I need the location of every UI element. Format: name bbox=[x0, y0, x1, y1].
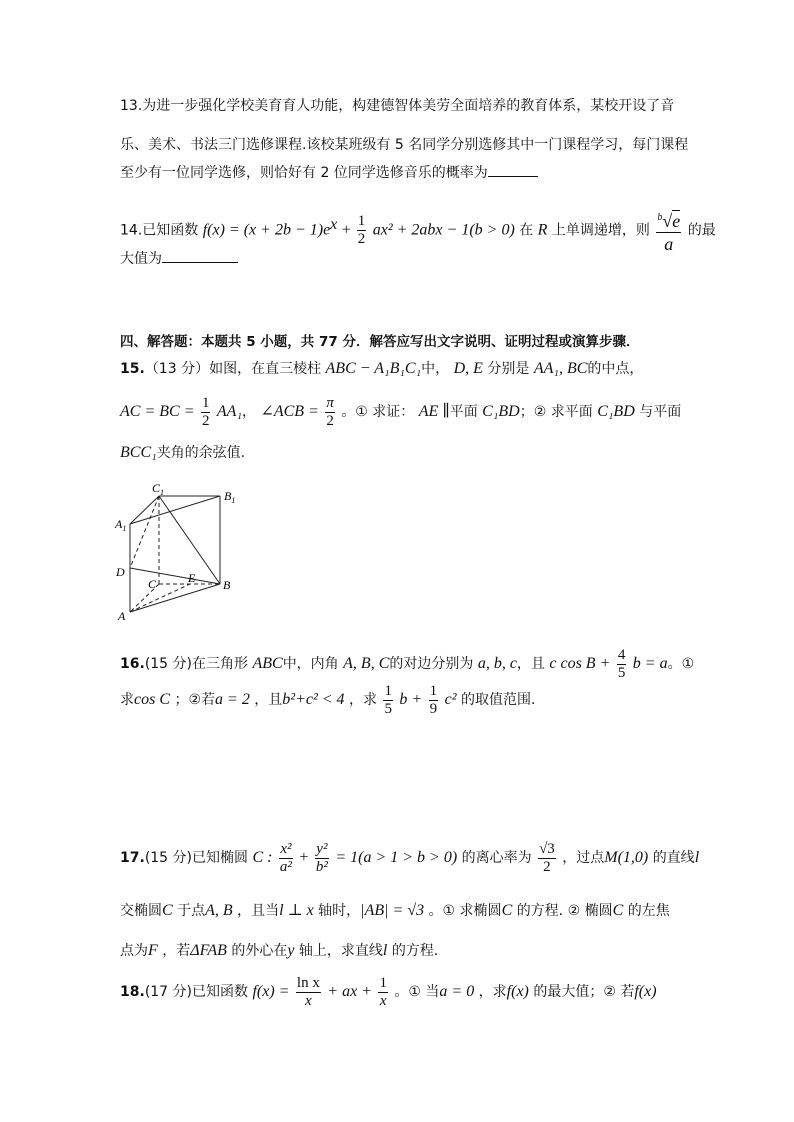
q13-line-1: 13.为进一步强化学校美育育人功能，构建德智体美劳全面培养的教育体系，某校开设了音 bbox=[120, 98, 675, 114]
q16-line-2: 求cos C ；②若a = 2 ，且b²+c² < 4 ，求 $\frac{1}{5}$ b + $\frac{1}{9}$ c² 的取值范围. bbox=[120, 682, 536, 717]
q13-line-3: 至少有一位同学选修，则恰好有 2 位同学选修音乐的概率为 bbox=[120, 162, 538, 182]
root-fraction: $\frac{^b√e}{a}$ bbox=[656, 207, 681, 255]
label-e: E bbox=[188, 571, 196, 585]
label-b1: $B_1$ bbox=[224, 489, 236, 505]
label-a: A bbox=[118, 609, 126, 623]
label-c1: $C_1$ bbox=[152, 482, 165, 497]
answer-blank-14 bbox=[162, 250, 238, 263]
label-c: C bbox=[148, 577, 157, 591]
label-d: D bbox=[116, 565, 125, 579]
q18-line-1: 18.(17 分)已知函数 f(x) = $\frac{\text{ln x}}{x}$ + ax + $\frac{1}{x}$ 。① 当a = 0 ，求f(x) 的最大值；② 若f(x) bbox=[120, 974, 657, 1009]
q17-line-3: 点为F ，若ΔFAB 的外心在y 轴上，求直线l 的方程. bbox=[120, 942, 439, 959]
q17-line-2: 交椭圆C 于点A, B ，且当l ⊥ x 轴时，|AB| = √3 。① 求椭圆C 的方程. ② 椭圆C 的左焦 bbox=[120, 902, 670, 919]
q13-line-2: 乐、美术、书法三门选修课程.该校某班级有 5 名同学分别选修其中一门课程学习，每门课程 bbox=[120, 137, 689, 153]
answer-blank-13 bbox=[488, 164, 538, 177]
q17-line-1: 17.(15 分)已知椭圆 C : $\frac{\text{x²}}{\text{a²}}$ + $\frac{\text{y²}}{\text{b²}}$ = 1(a > 1 > b > 0) 的离心率为 $\frac{√3}{2}$ ，过点M(1,0) 的直线l bbox=[120, 840, 700, 875]
q14-line-2: 大值为 bbox=[120, 248, 238, 268]
q16-line-1: 16.(15 分)在三角形 ABC中，内角 A, B, C的对边分别为 a, b, c，且 c cos B + $\frac{4}{5}$ b = a。① bbox=[120, 646, 695, 681]
section-heading: 四、解答题：本题共 5 小题，共 77 分．解答应写出文字说明、证明过程或演算步骤． bbox=[120, 334, 640, 350]
half-fraction: $\frac{1}{2}$ bbox=[357, 213, 366, 248]
label-a1: $A_1$ bbox=[115, 517, 127, 533]
q15-line-1: 15.（13 分）如图，在直三棱柱 ABC − A₁B₁C₁中， D, E 分别是 AA₁, BC的中点， bbox=[120, 360, 644, 377]
q15-line-3: BCC₁夹角的余弦值. bbox=[120, 444, 246, 461]
q15-line-2: AC = BC = $\frac{1}{2}$ AA₁， ∠ACB = $\frac{\pi}{2}$ 。① 求证： AE ∥平面 C₁BD；② 求平面 C₁BD 与平面 bbox=[120, 394, 682, 429]
q14-line-1: 14.已知函数 $f(x) = (x + 2b - 1)e^x$ + $\frac{1}{2}$ ax² + 2abx − 1(b > 0) 在 R 上单调递增，则 $\frac{^b√e}{a}$ 的最 bbox=[120, 200, 716, 250]
prism-figure bbox=[112, 482, 242, 624]
label-b: B bbox=[223, 578, 231, 592]
